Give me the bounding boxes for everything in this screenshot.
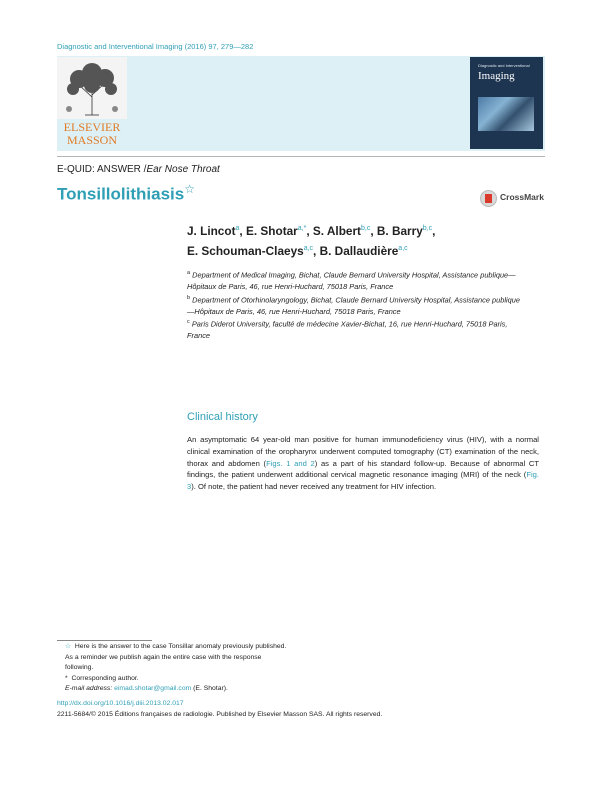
crossmark-label: CrossMark	[500, 192, 544, 202]
author-affil-link[interactable]: b,c	[360, 225, 371, 232]
crossmark-button[interactable]	[480, 190, 550, 208]
section-topic: Ear Nose Throat	[146, 164, 220, 175]
doi-link[interactable]: http://dx.doi.org/10.1016/j.diii.2013.02.017	[57, 700, 184, 707]
footnotes	[57, 642, 289, 695]
footnote-email: E-mail address: eimad.shotar@gmail.com (E. Shotar).	[65, 685, 228, 692]
footnote-star: ☆ Here is the answer to the case Tonsillar anomaly previously published. As a reminder we publish again the entire case with the response following.	[65, 643, 287, 671]
author-name: E. Schouman-Claeys	[187, 243, 304, 258]
author-name: B. Dallaudière	[319, 243, 399, 258]
clinical-history-text: An asymptomatic 64 year-old man positive for human immunodeficiency virus (HIV), with a normal clinical examination of the oropharynx underwent computed tomography (CT) examination of the neck, thorax and abdomen (Figs. 1 and 2) as a part of his standard follow-up. Because of abnormal CT findings, the patient underwent additional cervical magnetic resonance imaging (MRI) of the neck (Fig. 3). Of note, the patient had never received any treatment for HIV infection.	[187, 435, 539, 492]
journal-reference[interactable]: Diagnostic and Interventional Imaging (2016) 97, 279—282	[57, 42, 254, 51]
author-list: J. Lincot$^a$, E. Shotar$^{a,*}$, S. Albert$^{b,c}$, B. Barry$^{b,c}$, E. Schouman-Claeys$^{a,c}$, B. Dallaudière$^{a,c}$	[187, 223, 436, 258]
title-star-link[interactable]: ☆	[184, 182, 195, 196]
email-link[interactable]: eimad.shotar@gmail.com	[114, 685, 192, 692]
section-label	[57, 164, 220, 175]
copyright-line: 2211-5684/© 2015 Éditions françaises de radiologie. Published by Elsevier Masson SAS. All rights reserved.	[57, 711, 383, 718]
title-text: Tonsillolithiasis	[57, 184, 185, 204]
cover-image	[478, 97, 534, 131]
logo-masson-text: MASSON	[66, 133, 117, 147]
section-prefix: E-QUID: ANSWER /	[57, 164, 147, 175]
author-name: B. Barry	[376, 223, 423, 238]
affiliations	[187, 268, 527, 342]
author-name: E. Shotar	[245, 223, 298, 238]
author-affil-link[interactable]: a	[235, 225, 240, 232]
crossmark-icon	[480, 190, 497, 207]
affiliation-item: $^a$ Department of Medical Imaging, Bichat, Claude Bernard University Hospital, Assistance publique—Hôpitaux de Paris, 46, rue Henri-Huchard, 75018 Paris, France	[187, 270, 516, 292]
elsevier-masson-logo	[57, 57, 127, 149]
author-affil-link[interactable]: a,*	[297, 225, 307, 232]
footnote-rule	[57, 640, 152, 641]
author-affil-link[interactable]: a,c	[398, 244, 408, 252]
tree-icon	[57, 57, 127, 119]
affiliation-item: $^c$ Paris Diderot University, faculté de médecine Xavier-Bichat, 16, rue Henri-Huchard, 75018 Paris, France	[187, 319, 508, 341]
cover-title: Imaging	[478, 70, 515, 82]
affiliation-item: $^b$ Department of Otorhinolaryngology, Bichat, Claude Bernard University Hospital, Assistance publique—Hôpitaux de Paris, 46, rue Henri-Huchard, 75018 Paris, France	[187, 294, 520, 316]
logo-elsevier-text: ELSEVIER	[63, 120, 121, 134]
author-affil-link[interactable]: b,c	[422, 225, 433, 232]
journal-cover[interactable]	[470, 57, 543, 149]
author-affil-link[interactable]: a,c	[303, 244, 314, 252]
author-name: J. Lincot	[187, 223, 236, 238]
figure-link[interactable]: Fig. 3	[187, 470, 539, 492]
footnote-corresponding: * Corresponding author.	[65, 674, 139, 682]
section-heading: Clinical history	[187, 411, 258, 423]
figure-link[interactable]: Figs. 1 and 2	[266, 458, 315, 468]
cover-subtitle: Diagnostic and Interventional	[478, 63, 530, 68]
article-title	[57, 182, 195, 205]
author-name: S. Albert	[312, 223, 361, 238]
header-rule	[57, 156, 545, 157]
